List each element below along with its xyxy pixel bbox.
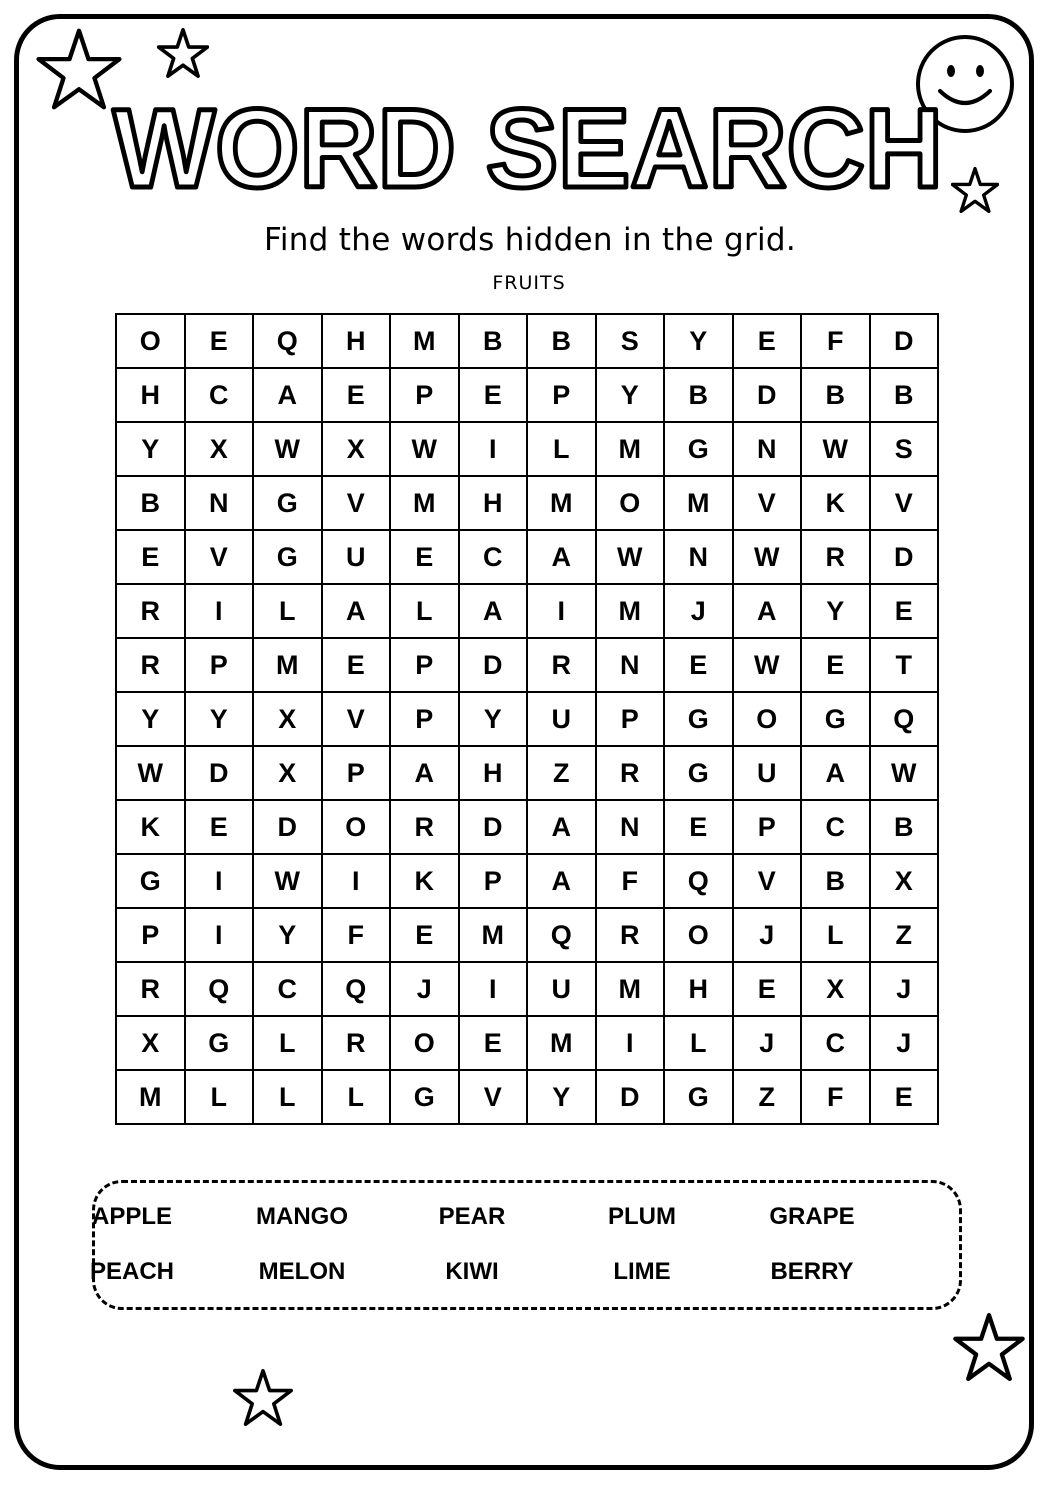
grid-cell[interactable]: G [116,854,185,908]
grid-cell[interactable]: A [390,746,459,800]
grid-cell[interactable]: O [116,314,185,368]
grid-cell[interactable]: Q [253,314,322,368]
grid-cell[interactable]: N [596,638,665,692]
grid-row [116,584,938,638]
grid-cell[interactable]: H [116,368,185,422]
word-list-item: KIWI [445,1258,499,1285]
grid-cell[interactable]: M [664,476,733,530]
grid-cell[interactable]: W [596,530,665,584]
grid-cell[interactable]: B [801,854,870,908]
word-list-box [92,1180,962,1310]
grid-cell[interactable]: X [253,692,322,746]
grid-cell[interactable]: B [801,368,870,422]
grid-cell[interactable]: I [527,584,596,638]
word-list-item: PLUM [608,1203,676,1230]
grid-cell[interactable]: Y [253,908,322,962]
grid-cell[interactable]: V [733,854,802,908]
grid-cell[interactable]: V [322,692,391,746]
grid-row [116,422,938,476]
grid-cell[interactable]: D [596,1070,665,1124]
grid-cell[interactable]: L [527,422,596,476]
grid-cell[interactable]: Z [527,746,596,800]
grid-cell[interactable]: E [664,800,733,854]
grid-cell[interactable]: R [527,638,596,692]
grid-cell[interactable]: J [733,908,802,962]
grid-cell[interactable]: C [801,1016,870,1070]
grid-cell[interactable]: R [322,1016,391,1070]
grid-cell[interactable]: L [253,1070,322,1124]
grid-cell[interactable]: G [664,746,733,800]
grid-row [116,800,938,854]
grid-cell[interactable]: G [253,530,322,584]
grid-cell[interactable]: Y [459,692,528,746]
grid-cell[interactable]: R [596,746,665,800]
grid-cell[interactable]: E [870,1070,939,1124]
grid-cell[interactable]: D [733,368,802,422]
grid-cell[interactable]: I [185,908,254,962]
grid-row [116,1016,938,1070]
grid-row [116,530,938,584]
grid-cell[interactable]: K [801,476,870,530]
grid-cell[interactable]: E [733,962,802,1016]
grid-cell[interactable]: P [527,368,596,422]
grid-cell[interactable]: V [322,476,391,530]
grid-cell[interactable]: F [596,854,665,908]
grid-cell[interactable]: L [253,1016,322,1070]
grid-cell[interactable]: E [390,530,459,584]
grid-cell[interactable]: J [733,1016,802,1070]
grid-cell[interactable]: A [527,800,596,854]
grid-cell[interactable]: L [253,584,322,638]
grid-cell[interactable]: Y [801,584,870,638]
grid-cell[interactable]: M [527,476,596,530]
star-icon [953,1313,1025,1381]
grid-cell[interactable]: N [733,422,802,476]
grid-cell[interactable]: C [253,962,322,1016]
grid-cell[interactable]: Y [527,1070,596,1124]
grid-cell[interactable]: J [390,962,459,1016]
grid-cell[interactable]: F [322,908,391,962]
grid-cell[interactable]: X [253,746,322,800]
grid-cell[interactable]: M [596,422,665,476]
word-search-grid [115,313,939,1125]
grid-cell[interactable]: C [459,530,528,584]
category-label: FRUITS [492,272,566,294]
grid-cell[interactable]: P [390,368,459,422]
grid-cell[interactable]: P [733,800,802,854]
grid-row [116,962,938,1016]
grid-cell[interactable]: D [459,638,528,692]
grid-cell[interactable]: A [527,854,596,908]
grid-cell[interactable]: W [253,854,322,908]
grid-cell[interactable]: N [185,476,254,530]
grid-cell[interactable]: U [527,962,596,1016]
grid-cell[interactable]: Y [185,692,254,746]
grid-cell[interactable]: Z [733,1070,802,1124]
grid-cell[interactable]: G [664,692,733,746]
grid-cell[interactable]: W [870,746,939,800]
grid-cell[interactable]: P [116,908,185,962]
grid-row [116,692,938,746]
grid-cell[interactable]: B [870,368,939,422]
grid-cell[interactable]: Y [664,314,733,368]
grid-row [116,854,938,908]
grid-cell[interactable]: A [527,530,596,584]
grid-cell[interactable]: K [116,800,185,854]
grid-cell[interactable]: L [390,584,459,638]
grid-cell[interactable]: Q [664,854,733,908]
grid-row [116,746,938,800]
grid-cell[interactable]: O [596,476,665,530]
grid-cell[interactable]: M [527,1016,596,1070]
grid-cell[interactable]: D [185,746,254,800]
grid-cell[interactable]: V [870,476,939,530]
grid-cell[interactable]: Q [870,692,939,746]
grid-cell[interactable]: M [596,584,665,638]
grid-cell[interactable]: H [459,476,528,530]
grid-cell[interactable]: K [390,854,459,908]
grid-cell[interactable]: D [253,800,322,854]
word-list-item: BERRY [770,1258,854,1285]
grid-cell[interactable]: H [459,746,528,800]
grid-row [116,1070,938,1124]
grid-cell[interactable]: L [664,1016,733,1070]
grid-cell[interactable]: B [870,800,939,854]
grid-cell[interactable]: Y [116,422,185,476]
word-list-item: MELON [258,1258,346,1285]
grid-cell[interactable]: J [870,962,939,1016]
grid-cell[interactable]: F [801,314,870,368]
grid-cell[interactable]: R [390,800,459,854]
grid-row [116,476,938,530]
grid-cell[interactable]: C [801,800,870,854]
grid-cell[interactable]: R [116,638,185,692]
grid-cell[interactable]: E [459,368,528,422]
grid-cell[interactable]: U [733,746,802,800]
grid-cell[interactable]: M [459,908,528,962]
grid-cell[interactable]: E [801,638,870,692]
grid-cell[interactable]: Z [870,908,939,962]
grid-cell[interactable]: R [116,584,185,638]
grid-cell[interactable]: A [322,584,391,638]
grid-cell[interactable]: E [733,314,802,368]
grid-cell[interactable]: W [390,422,459,476]
star-icon [157,28,209,78]
star-icon [233,1369,293,1426]
grid-cell[interactable]: G [801,692,870,746]
grid-cell[interactable]: B [459,314,528,368]
grid-cell[interactable]: I [596,1016,665,1070]
grid-cell[interactable]: O [733,692,802,746]
grid-cell[interactable]: D [870,530,939,584]
grid-cell[interactable]: E [185,314,254,368]
grid-cell[interactable]: X [185,422,254,476]
grid-cell[interactable]: E [185,800,254,854]
grid-cell[interactable]: E [322,368,391,422]
grid-cell[interactable]: L [322,1070,391,1124]
grid-cell[interactable]: G [390,1070,459,1124]
grid-cell[interactable]: G [664,422,733,476]
grid-cell[interactable]: M [390,476,459,530]
grid-cell[interactable]: R [801,530,870,584]
grid-cell[interactable]: E [390,908,459,962]
grid-cell[interactable]: E [459,1016,528,1070]
grid-cell[interactable]: Q [527,908,596,962]
grid-cell[interactable]: W [733,638,802,692]
grid-cell[interactable]: C [185,368,254,422]
instructions-text: Find the words hidden in the grid. [263,222,797,258]
grid-cell[interactable]: O [322,800,391,854]
grid-cell[interactable]: P [459,854,528,908]
grid-cell[interactable]: P [185,638,254,692]
grid-cell[interactable]: I [185,854,254,908]
grid-cell[interactable]: I [459,962,528,1016]
grid-cell[interactable]: I [185,584,254,638]
grid-cell[interactable]: U [527,692,596,746]
grid-cell[interactable]: V [459,1070,528,1124]
grid-cell[interactable]: Q [185,962,254,1016]
grid-cell[interactable]: I [459,422,528,476]
grid-cell[interactable]: M [253,638,322,692]
grid-row [116,638,938,692]
grid-cell[interactable]: R [116,962,185,1016]
grid-cell[interactable]: O [390,1016,459,1070]
grid-cell[interactable]: S [596,314,665,368]
grid-cell[interactable]: X [801,962,870,1016]
grid-cell[interactable]: A [801,746,870,800]
grid-cell[interactable]: W [801,422,870,476]
grid-cell[interactable]: A [253,368,322,422]
grid-cell[interactable]: A [733,584,802,638]
grid-cell[interactable]: W [253,422,322,476]
word-list-item: MANGO [256,1203,348,1230]
grid-cell[interactable]: V [185,530,254,584]
grid-cell[interactable]: D [459,800,528,854]
grid-cell[interactable]: E [870,584,939,638]
grid-row [116,368,938,422]
grid-cell[interactable]: D [870,314,939,368]
grid-cell[interactable]: E [116,530,185,584]
grid-row [116,314,938,368]
grid-cell[interactable]: W [733,530,802,584]
grid-cell[interactable]: F [801,1070,870,1124]
word-list-item: LIME [613,1258,671,1285]
grid-cell[interactable]: L [801,908,870,962]
grid-cell[interactable]: B [116,476,185,530]
grid-cell[interactable]: G [253,476,322,530]
grid-cell[interactable]: T [870,638,939,692]
word-list-item: GRAPE [769,1203,855,1230]
grid-cell[interactable]: X [116,1016,185,1070]
grid-cell[interactable]: I [322,854,391,908]
grid-cell[interactable]: P [322,746,391,800]
grid-cell[interactable]: P [390,692,459,746]
page-title [0,92,1055,202]
grid-cell[interactable]: N [664,530,733,584]
grid-cell[interactable]: A [459,584,528,638]
grid-cell[interactable]: M [596,962,665,1016]
grid-cell[interactable]: B [664,368,733,422]
grid-cell[interactable]: J [664,584,733,638]
grid-cell[interactable]: X [322,422,391,476]
grid-cell[interactable]: H [322,314,391,368]
grid-cell[interactable]: M [116,1070,185,1124]
grid-cell[interactable]: B [527,314,596,368]
grid-cell[interactable]: E [322,638,391,692]
grid-cell[interactable]: E [664,638,733,692]
grid-cell[interactable]: Y [116,692,185,746]
grid-row [116,908,938,962]
word-list-item: PEAR [438,1203,506,1230]
grid-cell[interactable]: M [390,314,459,368]
grid-cell[interactable]: X [870,854,939,908]
grid-cell[interactable]: N [596,800,665,854]
grid-cell[interactable]: J [870,1016,939,1070]
title-text: WORD SEARCH [112,92,943,202]
grid-cell[interactable]: O [664,908,733,962]
grid-cell[interactable]: H [664,962,733,1016]
grid-cell[interactable]: G [664,1070,733,1124]
grid-cell[interactable]: W [116,746,185,800]
grid-cell[interactable]: V [733,476,802,530]
grid-cell[interactable]: P [390,638,459,692]
word-list-item: PEACH [89,1258,174,1285]
grid-cell[interactable]: Q [322,962,391,1016]
grid-cell[interactable]: U [322,530,391,584]
grid-cell[interactable]: Y [596,368,665,422]
grid-cell[interactable]: S [870,422,939,476]
grid-cell[interactable]: G [185,1016,254,1070]
grid-cell[interactable]: L [185,1070,254,1124]
grid-cell[interactable]: R [596,908,665,962]
grid-cell[interactable]: P [596,692,665,746]
word-list-item: APPLE [91,1203,172,1230]
